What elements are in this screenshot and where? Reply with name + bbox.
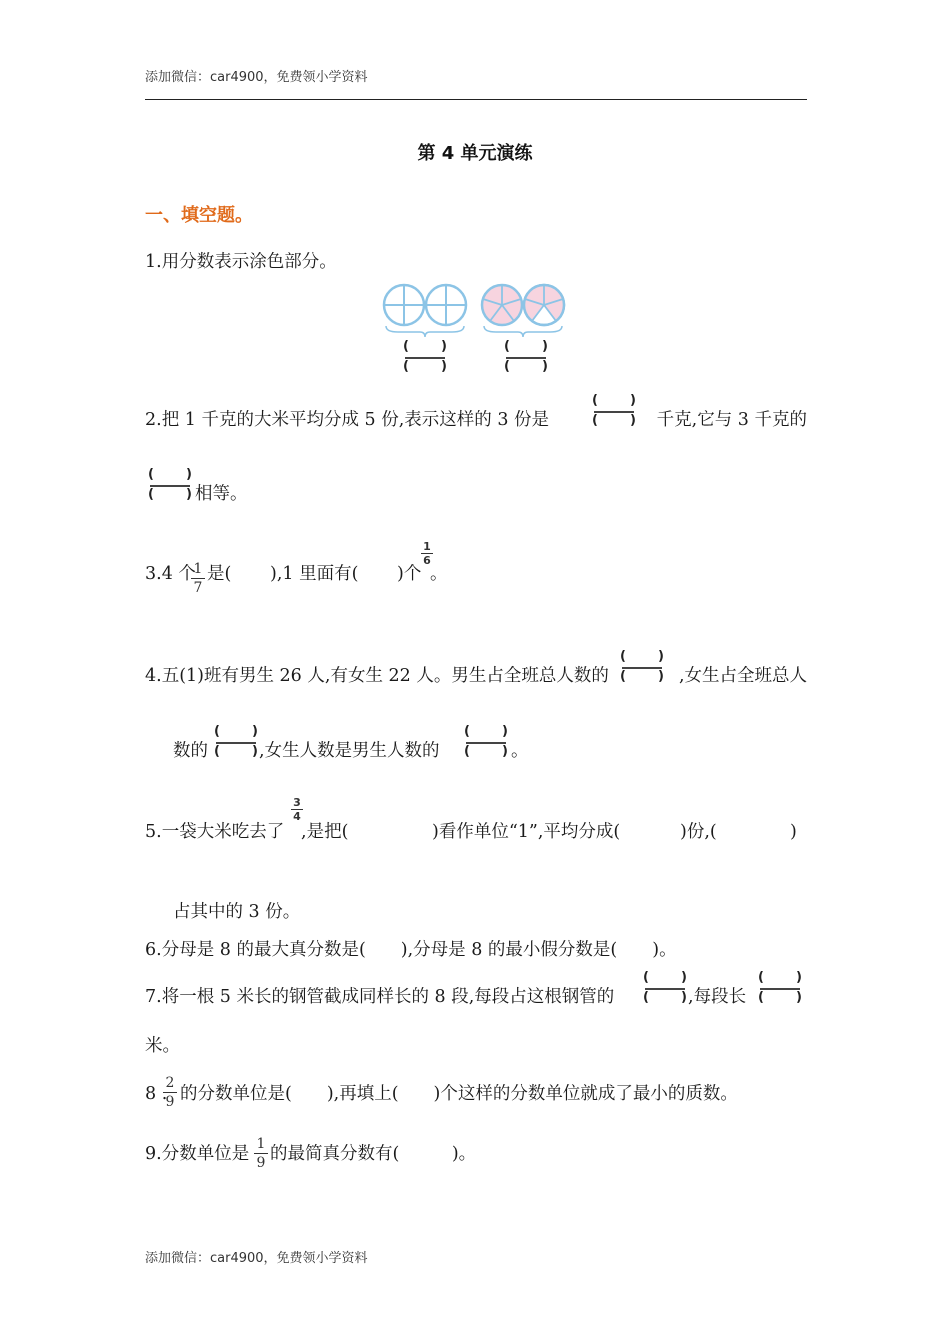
question-9-text: 的最简真分数有( )。	[270, 1144, 477, 1164]
question-5-text: 占其中的 3 份。	[173, 902, 301, 922]
question-4-text: 。	[511, 741, 529, 761]
question-4: 4.五(1)班有男生 26 人,有女生 22 人。男生占全班总人数的	[145, 666, 609, 686]
header-rule	[145, 99, 807, 100]
question-3: 3.4 个	[145, 564, 196, 584]
circle-quarters-figure	[384, 285, 466, 337]
question-4-text: 数的	[173, 741, 208, 761]
brace	[484, 326, 562, 337]
fraction: 1 9	[254, 1137, 268, 1170]
question-6: 6.分母是 8 的最大真分数是( ),分母是 8 的最小假分数是( )。	[145, 940, 677, 960]
question-3-text: 。	[430, 564, 448, 584]
answer-blank-fraction[interactable]: ( ) ( )	[214, 724, 258, 759]
question-3-text: )个	[397, 564, 422, 584]
question-4-text: ,女生占全班总人	[678, 666, 807, 686]
fraction: 2 9	[163, 1076, 177, 1109]
question-5-text: ,是把(	[301, 822, 349, 842]
question-2-continued: 千克,它与 3 千克的	[656, 410, 807, 430]
question-7-text: ,每段长	[688, 987, 747, 1007]
question-4-text: ,女生人数是男生人数的	[259, 741, 440, 761]
answer-blank-fraction[interactable]: ( ) ( )	[403, 339, 447, 374]
fraction: 3 4	[291, 797, 303, 822]
question-9: 9.分数单位是	[145, 1144, 250, 1164]
question-2-end: 相等。	[195, 484, 248, 504]
brace	[386, 326, 464, 337]
fraction: 1 7	[191, 562, 205, 595]
question-5-text: )	[790, 822, 797, 842]
question-7: 7.将一根 5 米长的钢管截成同样长的 8 段,每段占这根钢管的	[145, 987, 615, 1007]
answer-blank-fraction[interactable]: ( ) ( )	[148, 467, 192, 502]
question-7-end: 米。	[145, 1036, 180, 1056]
section-heading: 一、填空题。	[145, 205, 253, 226]
page-footer: 添加微信：car4900，免费领小学资料	[145, 1251, 368, 1266]
circle-fifths-figure	[482, 285, 564, 337]
question-3-text: 是(	[207, 564, 232, 584]
question-2: 2.把 1 千克的大米平均分成 5 份,表示这样的 3 份是	[145, 410, 550, 430]
answer-blank-fraction[interactable]: ( ) ( )	[464, 724, 508, 759]
answer-blank-fraction[interactable]: ( ) ( )	[620, 649, 664, 684]
answer-blank-fraction[interactable]: ( ) ( )	[643, 970, 687, 1005]
question-3-text: ),1 里面有(	[270, 564, 359, 584]
question-1: 1.用分数表示涂色部分。	[145, 252, 337, 272]
page-title: 第 4 单元演练	[417, 143, 533, 164]
answer-blank-fraction[interactable]: ( ) ( )	[758, 970, 802, 1005]
page-header: 添加微信：car4900，免费领小学资料	[145, 70, 368, 85]
question-5: 5.一袋大米吃去了	[145, 822, 285, 842]
question-5-text: )份,(	[680, 822, 717, 842]
question-8-text: 的分数单位是( ),再填上( )个这样的分数单位就成了最小的质数。	[180, 1084, 738, 1104]
q1-figures	[378, 282, 574, 338]
fraction: 1 6	[421, 541, 433, 566]
question-8: 8 .	[145, 1084, 168, 1104]
answer-blank-fraction[interactable]: ( ) ( )	[504, 339, 548, 374]
question-5-text: )看作单位“1”,平均分成(	[432, 822, 621, 842]
answer-blank-fraction[interactable]: ( ) ( )	[592, 393, 636, 428]
